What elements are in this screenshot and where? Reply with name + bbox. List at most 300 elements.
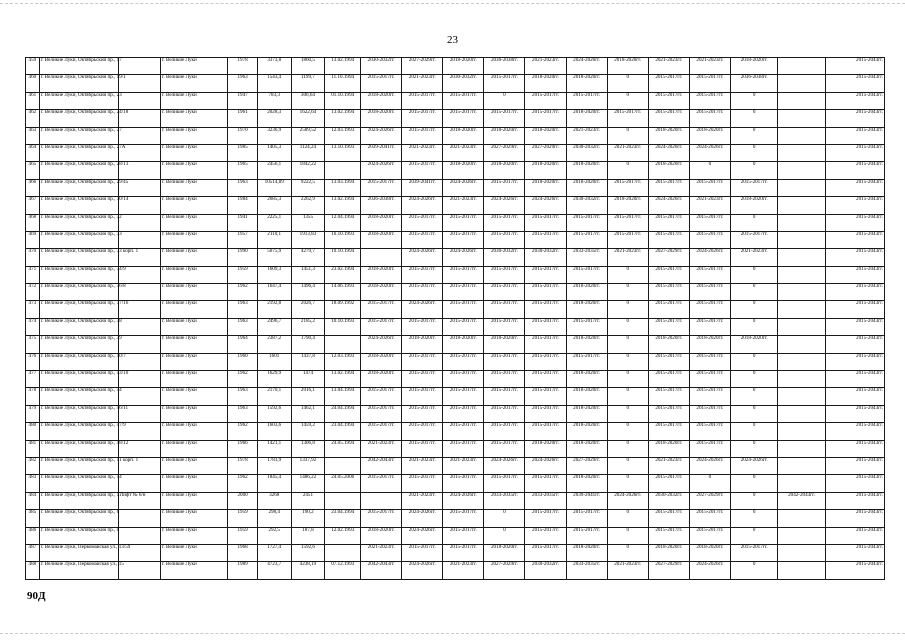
table-cell: 1963 xyxy=(228,179,258,196)
table-cell: 2110,1 xyxy=(257,231,291,248)
table-cell xyxy=(361,492,402,509)
table-cell: 2015-2017гг. xyxy=(648,266,689,283)
table-cell: 2015-2017гг. xyxy=(689,266,730,283)
table-cell: 2015-2043гг. xyxy=(825,92,884,109)
table-cell: 2015-2017гг. xyxy=(648,405,689,422)
table-cell: г. Великие Луки xyxy=(160,423,227,440)
table-cell: 2015-2017гг. xyxy=(689,92,730,109)
table-cell: 2015-2017гг. xyxy=(648,92,689,109)
table-cell: 0 xyxy=(730,423,777,440)
table-cell: 1963 xyxy=(228,301,258,318)
table-cell: 0 xyxy=(730,162,777,179)
table-cell xyxy=(778,405,825,422)
table-cell: 0 xyxy=(730,92,777,109)
table-cell: г. Великие Луки xyxy=(160,92,227,109)
table-row xyxy=(26,301,885,318)
table-cell: 2024-2026гг. xyxy=(402,562,443,580)
table-cell: 2015-2017гг. xyxy=(484,284,525,301)
table-cell xyxy=(325,457,361,474)
table-cell: 2456,1 xyxy=(257,162,291,179)
table-cell: 23.04.1994 xyxy=(325,423,361,440)
table-cell: 0 xyxy=(730,527,777,544)
table-cell: Лифт № 6/н xyxy=(118,492,160,509)
table-cell xyxy=(778,92,825,109)
table-cell: г. Великие Луки, Октябрьский пр., 6 xyxy=(39,510,118,527)
table-row xyxy=(26,475,885,492)
housing-repair-table xyxy=(25,57,885,580)
table-cell: 2024-2026гг. xyxy=(525,457,566,474)
table-cell: г. Великие Луки xyxy=(160,197,227,214)
table-cell: 2015-2017гг. xyxy=(648,231,689,248)
table-cell: 2015-2017гг. xyxy=(484,75,525,92)
table-cell: 1965 xyxy=(228,162,258,179)
table-cell: 2018-2020гг. xyxy=(484,336,525,353)
table-cell: 2015-2017гг. xyxy=(402,214,443,231)
table-cell: 2015-2017гг. xyxy=(566,510,607,527)
table-cell: 2015-2043гг. xyxy=(825,492,884,509)
table-cell: 1984 xyxy=(228,197,258,214)
table-cell: 2589,52 xyxy=(291,127,325,144)
table-cell: 2030-2032гг. xyxy=(484,249,525,266)
table-cell: 1964 xyxy=(228,336,258,353)
table-cell: 1968 xyxy=(228,544,258,561)
table-cell: 0 xyxy=(607,301,648,318)
table-cell: 3268 xyxy=(257,492,291,509)
table-cell: г. Великие Луки, Первомайская ул., 15 xyxy=(39,562,118,580)
table-cell: 2015-2017гг. xyxy=(484,179,525,196)
table-cell: 2018-2020гг. xyxy=(648,440,689,457)
table-cell: 2024-2026гг. xyxy=(402,249,443,266)
table-cell: г. Великие Луки xyxy=(160,214,227,231)
table-cell: 2015-2017гг. xyxy=(689,318,730,335)
table-cell: 481 xyxy=(26,440,40,457)
table-cell xyxy=(118,527,160,544)
table-cell: 2387,2 xyxy=(257,336,291,353)
table-cell: 2015-2017гг. xyxy=(361,179,402,196)
table-cell: 2015-2017гг. xyxy=(484,440,525,457)
table-cell: 1962 xyxy=(228,371,258,388)
table-cell: 2027-2029гг. xyxy=(525,144,566,161)
table-row xyxy=(26,231,885,248)
table-cell: 0 xyxy=(730,405,777,422)
table-cell: 2030-2032гг. xyxy=(648,492,689,509)
table-cell: 2024-2026гг. xyxy=(607,492,648,509)
table-cell: 2015-2017гг. xyxy=(648,110,689,127)
table-cell: 0 xyxy=(730,214,777,231)
table-cell: г. Великие Луки xyxy=(160,162,227,179)
table-cell: г. Великие Луки xyxy=(160,510,227,527)
table-cell: 2018-2020гг. xyxy=(607,197,648,214)
table-cell xyxy=(118,58,160,75)
table-cell: 2015-2043гг. xyxy=(825,527,884,544)
table-cell: 0 xyxy=(730,440,777,457)
table-cell: 2021-2023гг. xyxy=(607,249,648,266)
table-cell xyxy=(778,266,825,283)
table-cell: 2015-2017гг. xyxy=(648,353,689,370)
table-cell: 2024-2026гг. xyxy=(361,127,402,144)
table-row xyxy=(26,336,885,353)
table-cell: 479 xyxy=(26,405,40,422)
table-cell: 1990 xyxy=(228,249,258,266)
table-cell: 2021-2023гг. xyxy=(648,58,689,75)
table-cell: 2015-2017гг. xyxy=(443,353,484,370)
table-row xyxy=(26,75,885,92)
table-cell xyxy=(778,562,825,580)
table-cell: г. Великие Луки, Октябрьский пр., 39 xyxy=(39,336,118,353)
table-cell: 0 xyxy=(689,162,730,179)
table-cell: 2015-2017гг. xyxy=(525,336,566,353)
table-cell: 298,4 xyxy=(257,510,291,527)
table-cell: 1474 xyxy=(291,371,325,388)
table-cell: 2015-2017гг. xyxy=(484,475,525,492)
table-cell xyxy=(778,127,825,144)
table-cell: 2018-2020гг. xyxy=(361,92,402,109)
table-row xyxy=(26,266,885,283)
table-cell: 1647,4 xyxy=(257,284,291,301)
table-cell: 13.02.1994 xyxy=(325,371,361,388)
table-cell: 2018-2020гг. xyxy=(566,75,607,92)
table-cell: 2018-2020гг. xyxy=(607,58,648,75)
table-cell: 2015-2043гг. xyxy=(825,405,884,422)
table-cell: 2015-2017гг. xyxy=(566,92,607,109)
table-cell: 2015-2017гг. xyxy=(484,214,525,231)
table-cell: 2015-2017гг. xyxy=(443,388,484,405)
table-cell: 2018-2020гг. xyxy=(566,440,607,457)
table-cell xyxy=(118,214,160,231)
table-cell: 0 xyxy=(607,527,648,544)
table-cell: 2015-2043гг. xyxy=(825,388,884,405)
table-cell: 292,5 xyxy=(257,527,291,544)
table-cell xyxy=(778,336,825,353)
table-cell: 2027-2029гг. xyxy=(648,249,689,266)
table-cell: 2021-2023гг. xyxy=(443,144,484,161)
table-cell: 2015-2017гг. xyxy=(361,423,402,440)
table-cell: 2018-2020гг. xyxy=(361,266,402,283)
table-cell: 2018-2020гг. xyxy=(566,544,607,561)
table-cell: 0 xyxy=(607,388,648,405)
table-cell xyxy=(118,388,160,405)
table-cell: г. Великие Луки, Октябрьский пр., 47/9 xyxy=(39,423,118,440)
table-cell xyxy=(361,249,402,266)
table-cell: 2021-2023гг. xyxy=(402,144,443,161)
table-cell: 460 xyxy=(26,75,40,92)
table-cell: 2015-2043гг. xyxy=(825,318,884,335)
table-cell: 2018-2020гг. xyxy=(525,75,566,92)
table-cell: 2000 xyxy=(228,492,258,509)
table-cell: 12.03.1993 xyxy=(325,353,361,370)
table-cell: 2015-2017гг. xyxy=(730,179,777,196)
table-cell: 2015-2017гг. xyxy=(525,475,566,492)
table-cell: 2015-2017гг. xyxy=(525,318,566,335)
table-cell xyxy=(778,510,825,527)
table-cell xyxy=(778,544,825,561)
footer-mark: 90Д xyxy=(27,590,46,602)
table-cell: 1543,4 xyxy=(257,75,291,92)
table-cell: 2015-2043гг. xyxy=(825,301,884,318)
table-cell: 2036-2038гг. xyxy=(730,75,777,92)
table-cell: 2015-2043гг. xyxy=(825,75,884,92)
table-cell: 2018-2020гг. xyxy=(484,127,525,144)
table-cell: 2015-2017гг. xyxy=(525,388,566,405)
table-cell: 2018-2020гг. xyxy=(361,214,402,231)
table-row xyxy=(26,318,885,335)
table-cell: 1978 xyxy=(228,58,258,75)
table-cell: 2027-2029гг. xyxy=(566,457,607,474)
table-cell: 2018-2020гг. xyxy=(566,405,607,422)
table-row xyxy=(26,92,885,109)
table-cell: 2685,3 xyxy=(257,197,291,214)
table-cell: 2015-2043гг. xyxy=(825,371,884,388)
table-cell: 0 xyxy=(607,284,648,301)
table-cell: 0 xyxy=(607,127,648,144)
table-cell: 0 xyxy=(484,510,525,527)
table-cell: 486 xyxy=(26,527,40,544)
table-cell: 13.04.1994 xyxy=(325,388,361,405)
table-cell xyxy=(778,249,825,266)
table-cell: 2024-2026гг. xyxy=(689,562,730,580)
table-row xyxy=(26,353,885,370)
table-cell: 1959 xyxy=(228,527,258,544)
table-cell: 2015-2017гг. xyxy=(607,231,648,248)
table-cell: 2015-2017гг. xyxy=(443,475,484,492)
table-cell xyxy=(778,144,825,161)
table-cell: 2015-2017гг. xyxy=(648,510,689,527)
table-cell: 2021-2023гг. xyxy=(402,492,443,509)
table-cell: 0 xyxy=(730,371,777,388)
table-cell: 2015-2043гг. xyxy=(825,423,884,440)
table-cell: г. Великие Луки, Октябрьский пр., 33 xyxy=(39,231,118,248)
table-cell: 469 xyxy=(26,231,40,248)
table-cell: г. Великие Луки xyxy=(160,440,227,457)
table-cell: 2015-2017гг. xyxy=(484,301,525,318)
table-cell: 2015-2017гг. xyxy=(361,405,402,422)
table-cell: 1421,1 xyxy=(257,440,291,457)
table-cell: 0 xyxy=(730,127,777,144)
table-cell: 2021-2023гг. xyxy=(689,197,730,214)
table-cell: 0 xyxy=(607,510,648,527)
table-cell: 2015-2017гг. xyxy=(525,231,566,248)
table-cell: 23.02.1994 xyxy=(325,266,361,283)
table-row xyxy=(26,405,885,422)
table-cell: 1124,24 xyxy=(291,144,325,161)
table-cell: 2021-2023гг. xyxy=(648,457,689,474)
table-cell: 2015-2017гг. xyxy=(402,110,443,127)
table-cell: 1629,9 xyxy=(257,371,291,388)
table-cell: 2042-2043гг. xyxy=(778,492,825,509)
table-cell: 2015-2017гг. xyxy=(484,318,525,335)
table-cell: 13.02.1994 xyxy=(325,110,361,127)
table-cell: 2018-2020гг. xyxy=(443,162,484,179)
table-cell: 2042-2043гг. xyxy=(361,562,402,580)
table-cell: 2015-2017гг. xyxy=(525,544,566,561)
table-cell: 2018-2020гг. xyxy=(566,423,607,440)
table-cell: 24.04.1994 xyxy=(325,405,361,422)
table-cell: 2018-2020гг. xyxy=(566,162,607,179)
table-cell: 2015-2017гг. xyxy=(689,510,730,527)
table-cell: 2015-2017гг. xyxy=(689,423,730,440)
table-cell: г. Великие Луки, Октябрьский пр., 8 xyxy=(39,527,118,544)
table-cell: 2015-2017гг. xyxy=(484,405,525,422)
table-cell: 1959 xyxy=(228,266,258,283)
table-cell: 1459,2 xyxy=(291,423,325,440)
table-cell xyxy=(118,92,160,109)
table-cell: 2015-2017гг. xyxy=(443,266,484,283)
table-cell: 1957 xyxy=(228,231,258,248)
table-cell: 2018-2020гг. xyxy=(566,301,607,318)
table-cell: 2018-2020гг. xyxy=(689,336,730,353)
table-cell: 0 xyxy=(730,475,777,492)
table-cell: 2015-2017гг. xyxy=(648,371,689,388)
table-cell xyxy=(118,562,160,580)
table-cell: 0 xyxy=(607,336,648,353)
table-cell: 2015-2017гг. xyxy=(443,423,484,440)
table-cell: 2015-2017гг. xyxy=(361,475,402,492)
table-cell: 467 xyxy=(26,197,40,214)
table-cell: 2018-2020гг. xyxy=(730,336,777,353)
table-cell: 0 xyxy=(607,266,648,283)
table-cell: 2018-2020гг. xyxy=(361,371,402,388)
table-cell: 2024-2026гг. xyxy=(648,197,689,214)
table-cell: 2027-2029гг. xyxy=(484,144,525,161)
table-cell: 2015-2017гг. xyxy=(689,388,730,405)
table-cell: 0 xyxy=(730,388,777,405)
table-cell: г. Великие Луки, Октябрьский пр., 29/45 xyxy=(39,179,118,196)
table-cell: 1961 xyxy=(228,110,258,127)
table-cell xyxy=(778,162,825,179)
table-cell: 4279,7 xyxy=(291,249,325,266)
table-cell: 484 xyxy=(26,492,40,509)
table-cell: 0 xyxy=(730,492,777,509)
table-cell: 2015-2017гг. xyxy=(484,110,525,127)
table-cell: 1966 xyxy=(228,440,258,457)
table-cell: 2015-2017гг. xyxy=(525,92,566,109)
table-cell: 2225,1 xyxy=(257,214,291,231)
table-cell: 2021-2023гг. xyxy=(607,562,648,580)
table-cell: 2015-2017гг. xyxy=(689,179,730,196)
table-cell: 1603,6 xyxy=(257,423,291,440)
table-cell: 2018-2020гг. xyxy=(525,127,566,144)
table-cell: 461 xyxy=(26,92,40,109)
table-cell xyxy=(118,510,160,527)
table-cell: 2021-2023гг. xyxy=(402,75,443,92)
table-cell: 2015-2043гг. xyxy=(825,510,884,527)
table-cell: г. Великие Луки, Октябрьский пр., 19/1 xyxy=(39,75,118,92)
table-cell: 1842,22 xyxy=(291,162,325,179)
table-cell: 2021-2023гг. xyxy=(689,58,730,75)
table-cell: 2015-2017гг. xyxy=(525,423,566,440)
table-cell: 2015-2017гг. xyxy=(484,266,525,283)
table-cell: 0 xyxy=(484,527,525,544)
table-cell: 1451,3 xyxy=(291,266,325,283)
table-cell: 2015-2043гг. xyxy=(825,562,884,580)
table-cell: 2015-2017гг. xyxy=(402,371,443,388)
table-cell: 474 xyxy=(26,318,40,335)
table-cell: г. Великие Луки, Октябрьский пр., 27 xyxy=(39,127,118,144)
table-cell: 2015-2017гг. xyxy=(689,231,730,248)
table-cell: 783,3 xyxy=(257,92,291,109)
table-row xyxy=(26,110,885,127)
table-cell: 2015-2017гг. xyxy=(443,284,484,301)
table-cell: 2024-2026гг. xyxy=(402,527,443,544)
table-cell: 10514,89 xyxy=(257,179,291,196)
table-cell: 0 xyxy=(730,353,777,370)
table-cell: 1601 xyxy=(257,353,291,370)
table-cell: 2018-2020гг. xyxy=(648,162,689,179)
table-cell xyxy=(325,336,361,353)
table-cell: 2018-2020гг. xyxy=(361,110,402,127)
table-cell: 2015-2017гг. xyxy=(443,544,484,561)
table-cell: 2015-2017гг. xyxy=(689,110,730,127)
table-cell: г. Великие Луки, Октябрьский пр., 57 xyxy=(39,492,118,509)
table-cell: 1783,9 xyxy=(257,457,291,474)
table-cell: г. Великие Луки, Октябрьский пр., 51 корп. 1 xyxy=(39,457,118,474)
table-cell: 2015-2017гг. xyxy=(607,110,648,127)
table-cell: 2015-2017гг. xyxy=(525,527,566,544)
table-cell xyxy=(118,127,160,144)
table-cell: 1199,7 xyxy=(291,75,325,92)
table-cell: 2027-2029гг. xyxy=(648,562,689,580)
table-cell: г. Великие Луки, Октябрьский пр., 32 xyxy=(39,214,118,231)
table-cell: 4723,7 xyxy=(257,562,291,580)
table-cell: 2015-2017гг. xyxy=(566,231,607,248)
table-cell: 24.05.1994 xyxy=(325,440,361,457)
table-cell: 1437,8 xyxy=(291,353,325,370)
table-cell: 13.02.1994 xyxy=(325,58,361,75)
table-cell: 2030-2032гг. xyxy=(361,58,402,75)
table-cell: 2015-2017гг. xyxy=(689,214,730,231)
table-cell: 2015-2017гг. xyxy=(689,284,730,301)
table-cell: г. Великие Луки xyxy=(160,405,227,422)
table-row xyxy=(26,562,885,580)
table-cell: г. Великие Луки xyxy=(160,58,227,75)
table-cell: 2015-2017гг. xyxy=(648,318,689,335)
table-row xyxy=(26,388,885,405)
table-cell: 2018-2020гг. xyxy=(689,544,730,561)
table-cell xyxy=(778,58,825,75)
table-cell: 2030-2032гг. xyxy=(443,75,484,92)
table-cell: 2018-2020гг. xyxy=(402,336,443,353)
table-cell: 485 xyxy=(26,510,40,527)
table-row xyxy=(26,510,885,527)
table-cell: 468 xyxy=(26,214,40,231)
table-cell: 187,8 xyxy=(291,527,325,544)
table-cell: г. Великие Луки xyxy=(160,249,227,266)
table-cell: 2015-2017гг. xyxy=(689,75,730,92)
table-cell: 2018-2020гг. xyxy=(484,162,525,179)
table-cell: 2451 xyxy=(291,492,325,509)
table-cell: 1355 xyxy=(291,214,325,231)
table-cell: 2018-2020гг. xyxy=(566,388,607,405)
table-cell: г. Великие Луки, Октябрьский пр., 17 xyxy=(39,58,118,75)
table-cell: 2039-2041гг. xyxy=(566,492,607,509)
table-cell: 0 xyxy=(607,353,648,370)
table-cell: 2015-2017гг. xyxy=(525,266,566,283)
table-cell: 0 xyxy=(730,266,777,283)
table-cell: 472 xyxy=(26,284,40,301)
table-cell: г. Великие Луки xyxy=(160,127,227,144)
table-cell: г. Великие Луки, Октябрьский пр., 48/12 xyxy=(39,440,118,457)
table-cell: 2018-2020гг. xyxy=(525,440,566,457)
table-cell: 2015-2017гг. xyxy=(566,353,607,370)
table-cell: 2015-2017гг. xyxy=(648,475,689,492)
table-cell: 2024-2026гг. xyxy=(443,249,484,266)
table-cell: 1963 xyxy=(228,388,258,405)
table-cell xyxy=(778,440,825,457)
table-cell: 475 xyxy=(26,336,40,353)
table-cell: 2033-2035гг. xyxy=(566,562,607,580)
table-cell: 2015-2017гг. xyxy=(443,371,484,388)
table-cell: 2024-2026гг. xyxy=(689,457,730,474)
